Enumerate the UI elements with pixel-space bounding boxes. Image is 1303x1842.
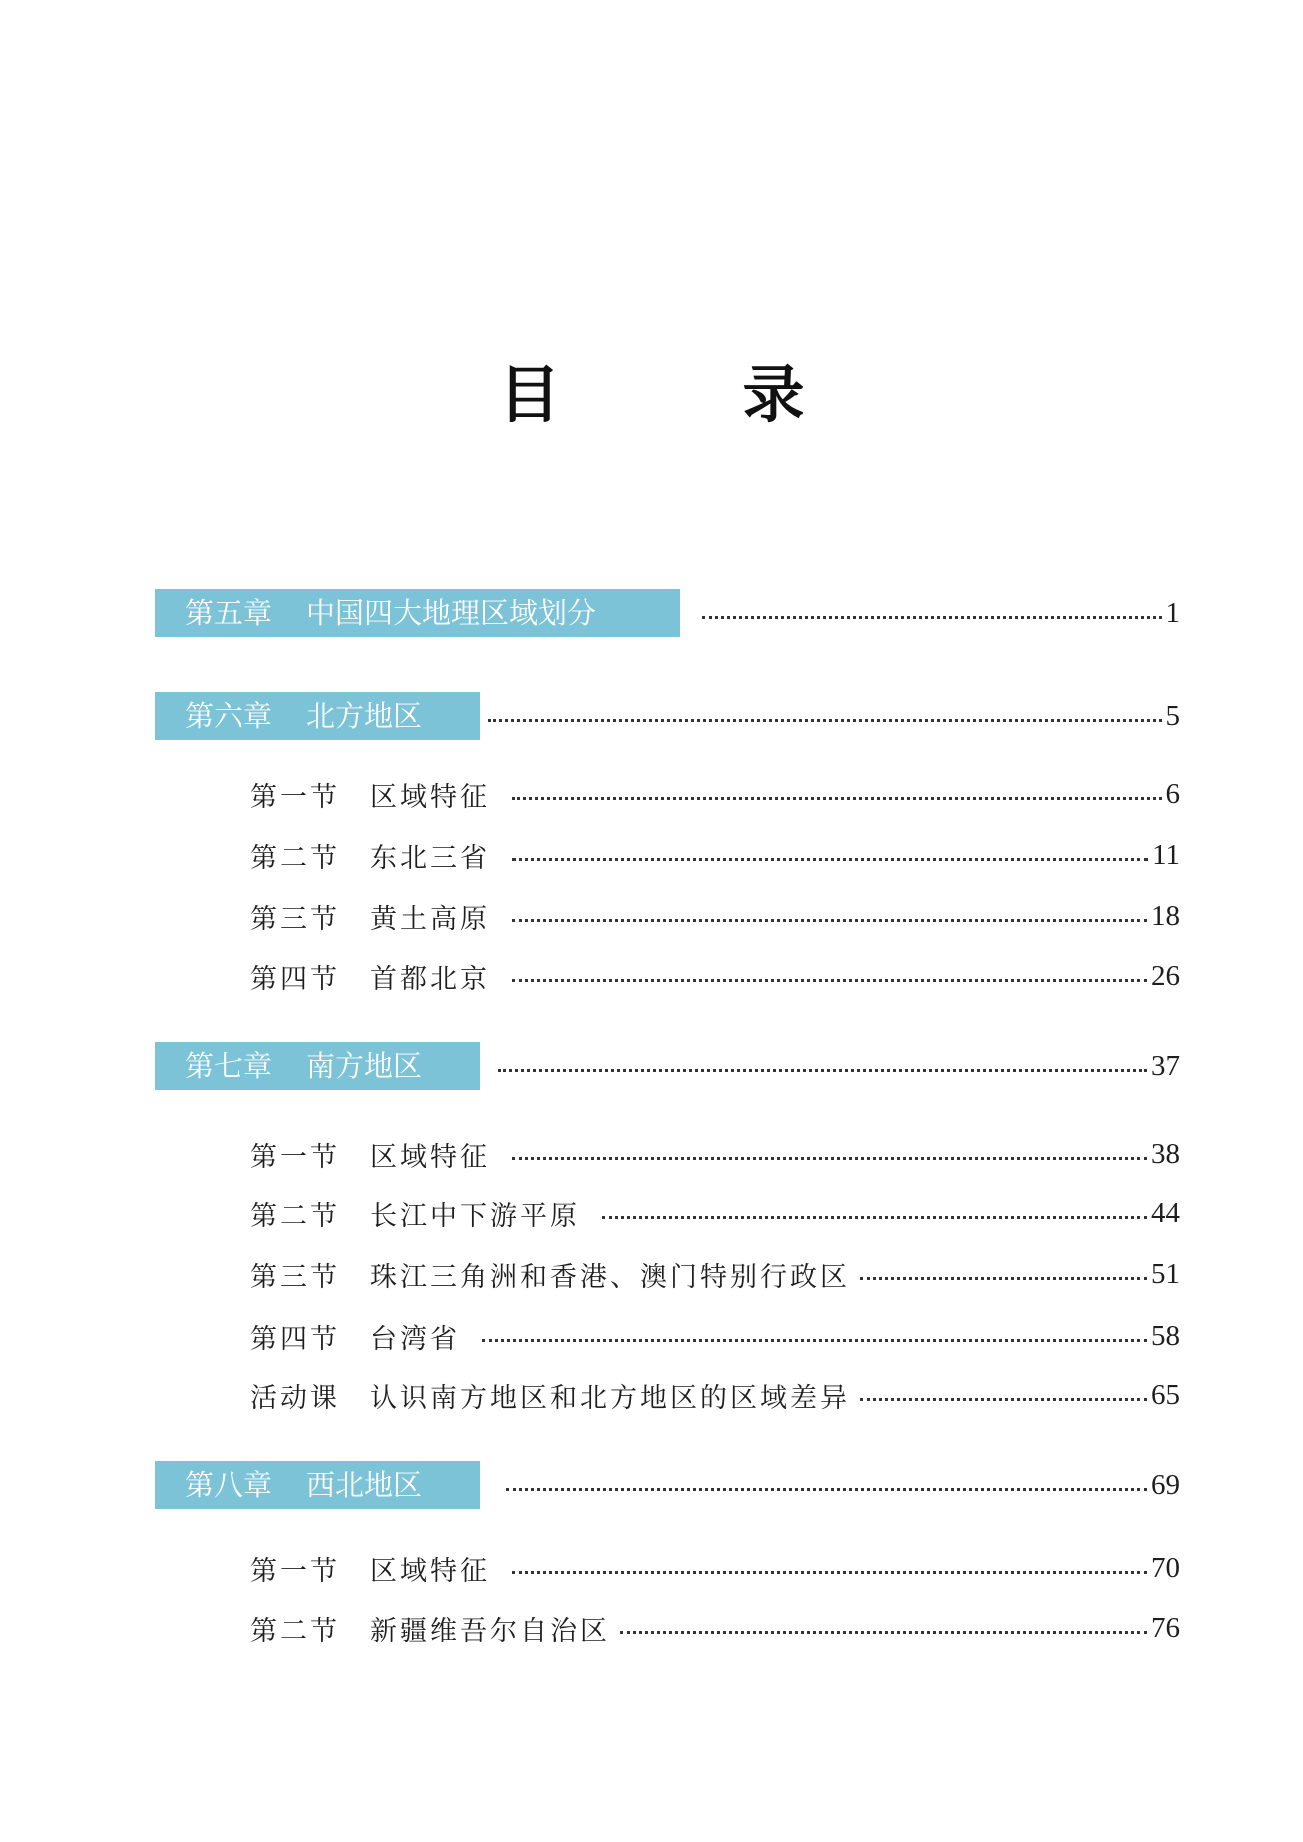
- toc-section-row[interactable]: [155, 769, 1180, 819]
- page-number: 5: [1165, 699, 1180, 732]
- dot-leader: [506, 1488, 1147, 1491]
- section-heading: [155, 957, 490, 996]
- page-number: 37: [1151, 1049, 1180, 1082]
- toc-section-row[interactable]: [155, 891, 1180, 941]
- dot-leader: [512, 797, 1162, 800]
- toc-section-row[interactable]: [155, 830, 1180, 880]
- chapter-heading: [155, 1042, 480, 1090]
- section-title: 长江中下游平原: [370, 1200, 580, 1232]
- section-title: 区域特征: [370, 781, 490, 813]
- toc-chapter-row[interactable]: [155, 588, 1180, 638]
- chapter-heading: [155, 692, 480, 740]
- page-number: 11: [1152, 838, 1180, 871]
- section-title: 珠江三角洲和香港、澳门特别行政区: [370, 1261, 850, 1293]
- page-number: 1: [1165, 596, 1180, 629]
- section-number: 第一节: [250, 1141, 340, 1173]
- toc-section-row[interactable]: [155, 1543, 1180, 1593]
- section-title: 黄土高原: [370, 903, 490, 935]
- toc-chapter-row[interactable]: [155, 691, 1180, 741]
- dot-leader: [488, 719, 1162, 722]
- page-number: 6: [1165, 777, 1180, 810]
- page-number: 70: [1151, 1551, 1180, 1584]
- toc-section-row[interactable]: [155, 1249, 1180, 1299]
- section-heading: [155, 897, 490, 936]
- page-title: 目 录: [498, 358, 865, 431]
- section-number: 第二节: [250, 842, 340, 874]
- section-title: 新疆维吾尔自治区: [370, 1615, 610, 1647]
- dot-leader: [512, 858, 1148, 861]
- toc-section-row[interactable]: [155, 951, 1180, 1001]
- section-title: 东北三省: [370, 842, 490, 874]
- dot-leader: [860, 1277, 1147, 1280]
- page-number: 38: [1151, 1137, 1180, 1170]
- section-number: 第三节: [250, 903, 340, 935]
- chapter-number: 第六章: [185, 699, 273, 733]
- chapter-number: 第五章: [185, 596, 273, 630]
- dot-leader: [498, 1069, 1147, 1072]
- dot-leader: [512, 1157, 1147, 1160]
- dot-leader: [602, 1216, 1147, 1219]
- toc-section-row[interactable]: [155, 1188, 1180, 1238]
- chapter-heading: [155, 1461, 480, 1509]
- dot-leader: [620, 1631, 1147, 1634]
- section-heading: [155, 1317, 460, 1356]
- dot-leader: [512, 1571, 1147, 1574]
- dot-leader: [512, 979, 1147, 982]
- toc-section-row[interactable]: [155, 1311, 1180, 1361]
- chapter-number: 第八章: [185, 1468, 273, 1502]
- page-number: 18: [1151, 899, 1180, 932]
- section-number: 活动课: [250, 1382, 340, 1414]
- section-heading: [155, 1255, 850, 1294]
- toc-section-row[interactable]: [155, 1370, 1180, 1420]
- section-number: 第一节: [250, 781, 340, 813]
- chapter-title: 北方地区: [306, 699, 423, 733]
- section-number: 第四节: [250, 1323, 340, 1355]
- section-title: 首都北京: [370, 963, 490, 995]
- dot-leader: [512, 919, 1147, 922]
- page-number: 51: [1151, 1257, 1180, 1290]
- page-number: 76: [1151, 1611, 1180, 1644]
- toc-section-row[interactable]: [155, 1603, 1180, 1653]
- section-title: 区域特征: [370, 1141, 490, 1173]
- chapter-title: 西北地区: [306, 1468, 423, 1502]
- dot-leader: [860, 1398, 1147, 1401]
- dot-leader: [482, 1339, 1147, 1342]
- toc-section-row[interactable]: [155, 1129, 1180, 1179]
- toc-chapter-row[interactable]: [155, 1460, 1180, 1510]
- chapter-number: 第七章: [185, 1049, 273, 1083]
- page-number: 26: [1151, 959, 1180, 992]
- section-number: 第一节: [250, 1555, 340, 1587]
- section-title: 区域特征: [370, 1555, 490, 1587]
- page-number: 65: [1151, 1378, 1180, 1411]
- toc-chapter-row[interactable]: [155, 1041, 1180, 1091]
- page-number: 69: [1151, 1468, 1180, 1501]
- section-heading: [155, 1376, 850, 1415]
- section-number: 第四节: [250, 963, 340, 995]
- section-number: 第三节: [250, 1261, 340, 1293]
- section-heading: [155, 1194, 580, 1233]
- section-heading: [155, 1135, 490, 1174]
- chapter-title: 中国四大地理区域划分: [306, 596, 597, 630]
- section-title: 台湾省: [370, 1323, 460, 1355]
- page-number: 58: [1151, 1319, 1180, 1352]
- page-number: 44: [1151, 1196, 1180, 1229]
- chapter-heading: [155, 589, 680, 637]
- section-title: 认识南方地区和北方地区的区域差异: [370, 1382, 850, 1414]
- section-number: 第二节: [250, 1615, 340, 1647]
- dot-leader: [702, 616, 1162, 619]
- section-heading: [155, 1549, 490, 1588]
- chapter-title: 南方地区: [306, 1049, 423, 1083]
- section-heading: [155, 1609, 610, 1648]
- section-number: 第二节: [250, 1200, 340, 1232]
- section-heading: [155, 836, 490, 875]
- section-heading: [155, 775, 490, 814]
